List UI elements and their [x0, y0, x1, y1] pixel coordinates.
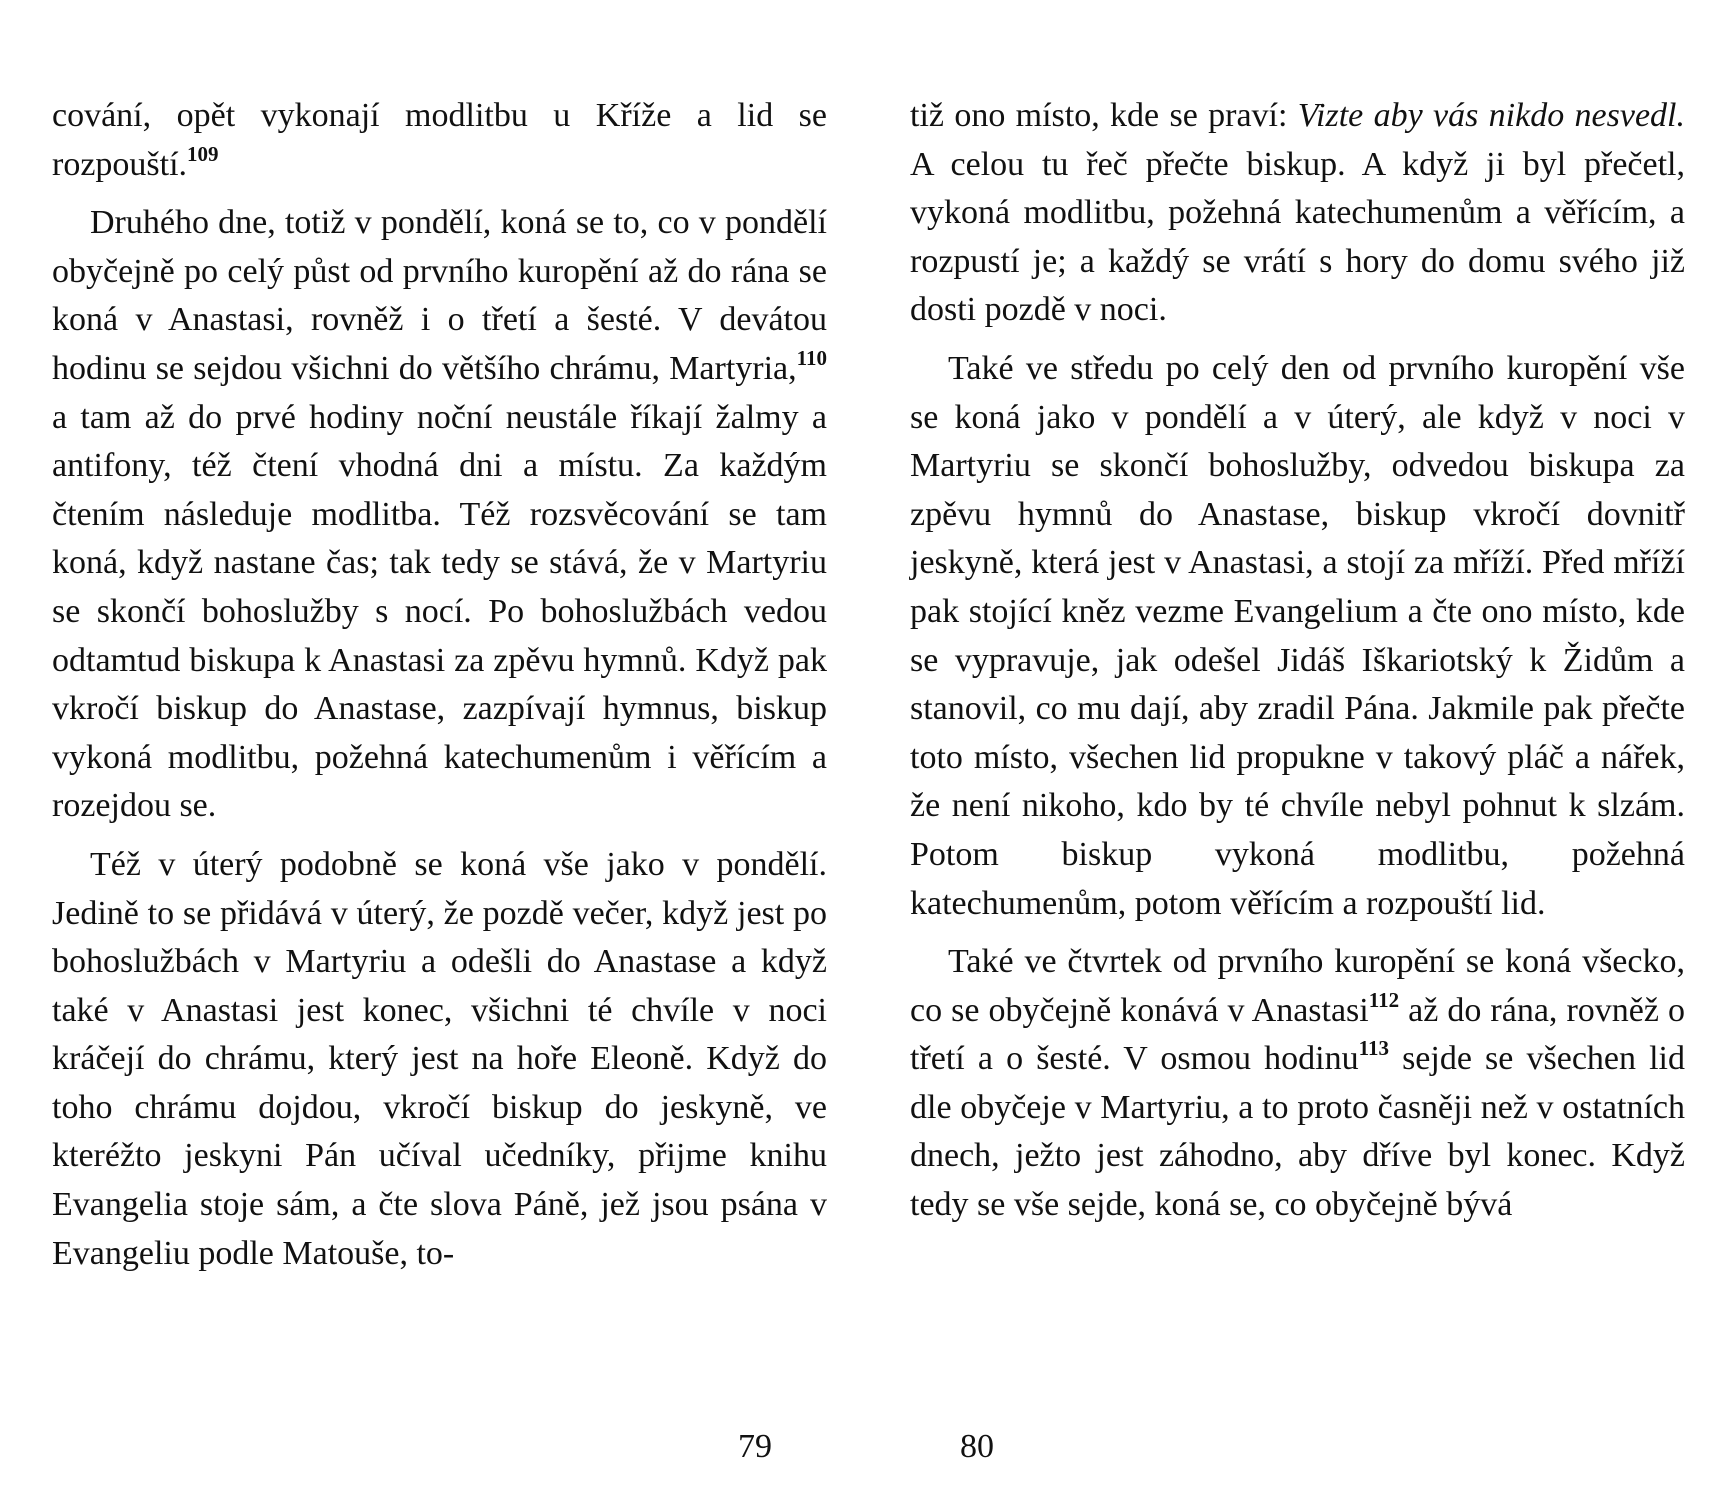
paragraph-text: Také ve středu po celý den od prvního kuropění vše se koná jako v pondělí a v úterý, ale když v noci v Martyriu se skončí bohoslužby, odvedou biskupa za zpěvu hymnů do Anastase, biskup vkročí dovnitř jeskyně, která jest v Anastasi, a stojí za mříží. Před mříží pak stojící kněz vezme Evangelium a čte ono místo, kde se vypravuje, jak odešel Jidáš Iškariotský k Židům a stanovil, co mu dají, aby zradil Pána. Jakmile pak přečte toto místo, všechen lid propukne v takový pláč a nářek, že není nikoho, kdo by té chvíle nebyl pohnut k slzám. Potom biskup vykoná modlitbu, požehná katechumenům, potom věřícím a rozpouští lid. [910, 349, 1685, 922]
page-number-right: 80 [960, 1428, 994, 1465]
footnote-marker: 112 [1368, 987, 1400, 1012]
paragraph-text: až do rána, rovněž o třetí a o šesté. V osmou hodinu [910, 991, 1685, 1078]
footnote-marker: 109 [187, 141, 219, 166]
paragraph-text: Také ve čtvrtek od prvního kuropění se koná všecko, co se obyčejně konává v Anastasi [910, 943, 1685, 1029]
quotation-italic: Vizte aby vás nikdo nesvedl. [1297, 97, 1685, 134]
paragraph-text: cování, opět vykonají modlitbu u Kříže a lid se rozpouští. [52, 97, 827, 183]
paragraph [52, 841, 827, 1278]
paragraph-text: A celou tu řeč přečte biskup. A když ji byl přečetl, vykoná modlitbu, požehná katechumenům a věřícím, a rozpustí je; a každý se vrátí s hory do domu svého již dosti pozdě v noci. [910, 145, 1685, 329]
paragraph-text: sejde se všechen lid dle obyčeje v Martyriu, a to proto časněji než v ostatních dnech, ježto jest záhodno, aby dříve byl konec. Když tedy se vše sejde, koná se, co obyčejně bývá [910, 1040, 1686, 1224]
paragraph [910, 345, 1685, 928]
paragraph-text: a tam až do prvé hodiny noční neustále říkají žalmy a antifony, též čtení vhodná dni a místu. Za každým čtením následuje modlitba. Též rozsvěcování se tam koná, když nastane čas; tak tedy se stává, že v Martyriu se skončí bohoslužby s nocí. Po bohoslužbách vedou odtamtud biskupa k Anastasi za zpěvu hymnů. Když pak vkročí biskup do Anastase, zazpívají hymnus, biskup vykoná modlitbu, požehná katechumenům i věřícím a rozejdou se. [52, 398, 827, 825]
paragraph [52, 199, 827, 831]
page-number-left: 79 [738, 1428, 772, 1465]
footnote-marker: 113 [1358, 1036, 1389, 1061]
footnote-marker: 110 [796, 345, 827, 370]
paragraph-text: Též v úterý podobně se koná vše jako v pondělí. Jedině to se přidává v úterý, že pozdě večer, když jest po bohoslužbách v Martyriu a odešli do Anastase a když také v Anastasi jest konec, všichni té chvíle v noci kráčejí do chrámu, který jest na hoře Eleoně. Když do toho chrámu dojdou, vkročí biskup do jeskyně, ve kteréžto jeskyni Pán učíval učedníky, přijme knihu Evangelia stoje sám, a čte slova Páně, jež jsou psána v Evangeliu podle Matouše, to- [52, 845, 827, 1272]
paragraph [910, 92, 1685, 335]
paragraph [910, 938, 1685, 1230]
right-page [910, 92, 1685, 1230]
left-page [52, 92, 827, 1278]
paragraph-text: Druhého dne, totiž v pondělí, koná se to, co v pondělí obyčejně po celý půst od prvního kuropění až do rána se koná v Anastasi, rovněž i o třetí a šesté. V devátou hodinu se sejdou všichni do většího chrámu, Martyria, [52, 204, 827, 387]
paragraph-text: tiž ono místo, kde se praví: [910, 97, 1298, 134]
paragraph [52, 92, 827, 189]
